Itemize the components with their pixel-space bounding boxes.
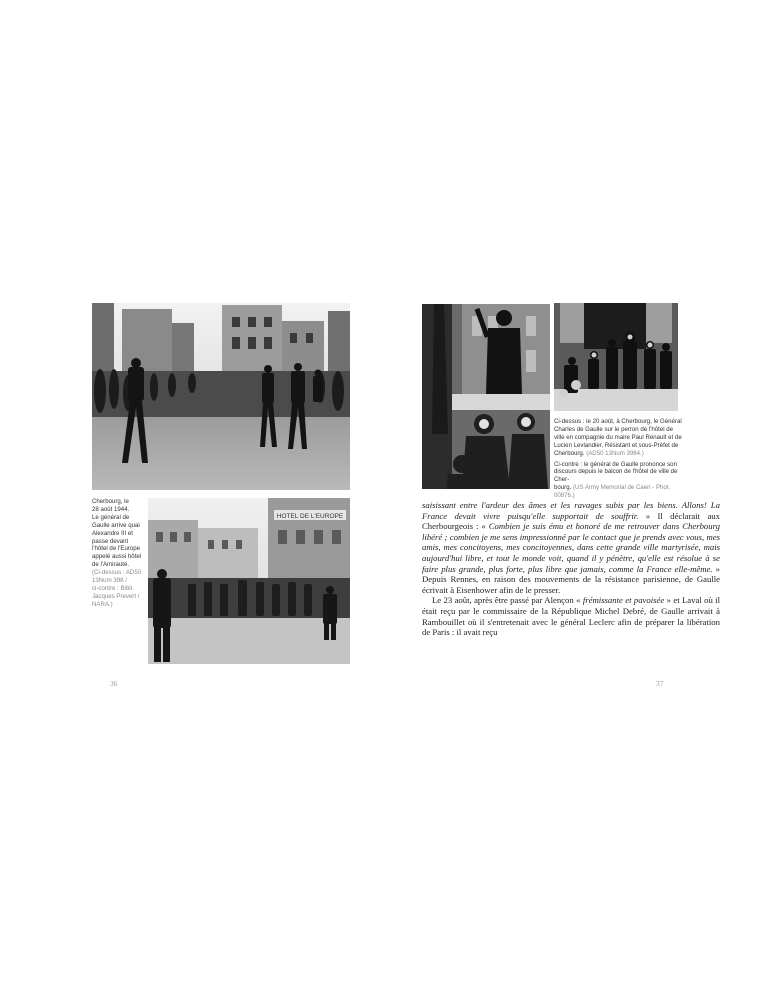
- italic-quote: saisissant entre l'ardeur des âmes et les ravages subis par les biens. Allons! La France devait vivre puisqu'elle supportait de souffrir.: [422, 500, 720, 521]
- caption-line: [554, 450, 686, 458]
- body-paragraph: [422, 595, 720, 637]
- body-text: [422, 500, 720, 638]
- caption-line: appelé aussi hôtel: [92, 553, 142, 561]
- body-span: Le 23 août, après être passé par Alençon «: [432, 595, 583, 606]
- page-number-left: 36: [110, 679, 118, 688]
- caption-text: bourg.: [554, 484, 572, 492]
- italic-quote: frémissante et pavoisée: [582, 595, 665, 606]
- caption-line: Ci-dessus : le 20 août, à Cherbourg, le Général: [554, 418, 682, 425]
- caption-line: de l'Amirauté.: [92, 561, 130, 569]
- caption-text: Cherbourg.: [554, 449, 585, 457]
- photo-hotel-de-l-europe-procession: [148, 498, 350, 664]
- caption-line: l'hôtel de l'Europe: [92, 545, 141, 553]
- right-photo-caption: [554, 418, 686, 500]
- body-span: » Depuis Rennes, en raison des mouvements de la résistance parisienne, de Gaulle écrivait à Eisenhower afin de le presser.: [422, 563, 720, 595]
- photo-cherbourg-street-march: [92, 303, 350, 490]
- photo-credit: (US Army Memorial de Caen - Phot. 00876.): [554, 484, 671, 500]
- italic-quote: Combien je suis ému et honoré de me retrouver dans Cherbourg libéré ; combien je me sens impressionné par le contact que je prends avec vous, mes amis, mes concitoyens, mes concitoyennes, dans cette grande ville martyrisée, mais aujourd'hui libre, et tout le monde voit, quand il y pénètre, qu'elle est résolue à se faire plus grande, plus forte, plus libre que jamais, comme la France elle-même.: [422, 521, 721, 574]
- caption-line: passe devant: [92, 537, 129, 545]
- caption-line: Cherbourg, le: [92, 498, 129, 505]
- photo-credit: Jacques Prevert /: [92, 592, 140, 600]
- caption-line: Lucien Levlandier, Résistant et sous-Préfet de: [554, 441, 679, 449]
- caption-line: 28 août 1944.: [92, 505, 130, 513]
- photo-credit: (Ci-dessus : AD50: [92, 569, 142, 577]
- caption-line: Le général de: [92, 513, 130, 521]
- left-photo-caption: [92, 498, 148, 609]
- caption-line: discours depuis le balcon de l'hôtel de ville de Cher-: [554, 468, 678, 484]
- body-span: » Il déclarait aux Cherbourgeois : «: [422, 510, 720, 532]
- caption-line: Charles de Gaulle sur le perron de l'hôtel de: [554, 425, 674, 433]
- caption-line: [554, 484, 686, 500]
- page-number-right: 37: [656, 679, 664, 688]
- body-paragraph: [422, 500, 720, 595]
- hotel-sign-text: HOTEL DE L'EUROPE: [276, 513, 344, 520]
- photo-credit: NARA.): [92, 600, 113, 608]
- photo-de-gaulle-balcony-speech: [422, 304, 550, 489]
- body-span: » et Laval où il était reçu par le commissaire de la République Michel Debré, de Gaulle arrivait à Rambouillet où il s'entretenait avec le général Leclerc afin de préparer la libération de Paris : il avait reçu: [422, 595, 720, 638]
- caption-line: Alexandre III et: [92, 529, 133, 537]
- caption-line: Ci-contre : le général de Gaulle prononce son: [554, 460, 677, 468]
- caption-line: ville en compagnie du maire Paul Renault et de: [554, 433, 682, 441]
- photo-credit: ci-contre : Bibli.: [92, 584, 134, 592]
- caption-line: Gaulle arrive quai: [92, 521, 140, 529]
- photo-credit: (AD50 13Num 3984.): [586, 449, 644, 457]
- photo-credit: 13Num 398 /: [92, 577, 127, 585]
- book-spread: [78, 286, 721, 696]
- photo-de-gaulle-town-hall-steps: [554, 303, 678, 411]
